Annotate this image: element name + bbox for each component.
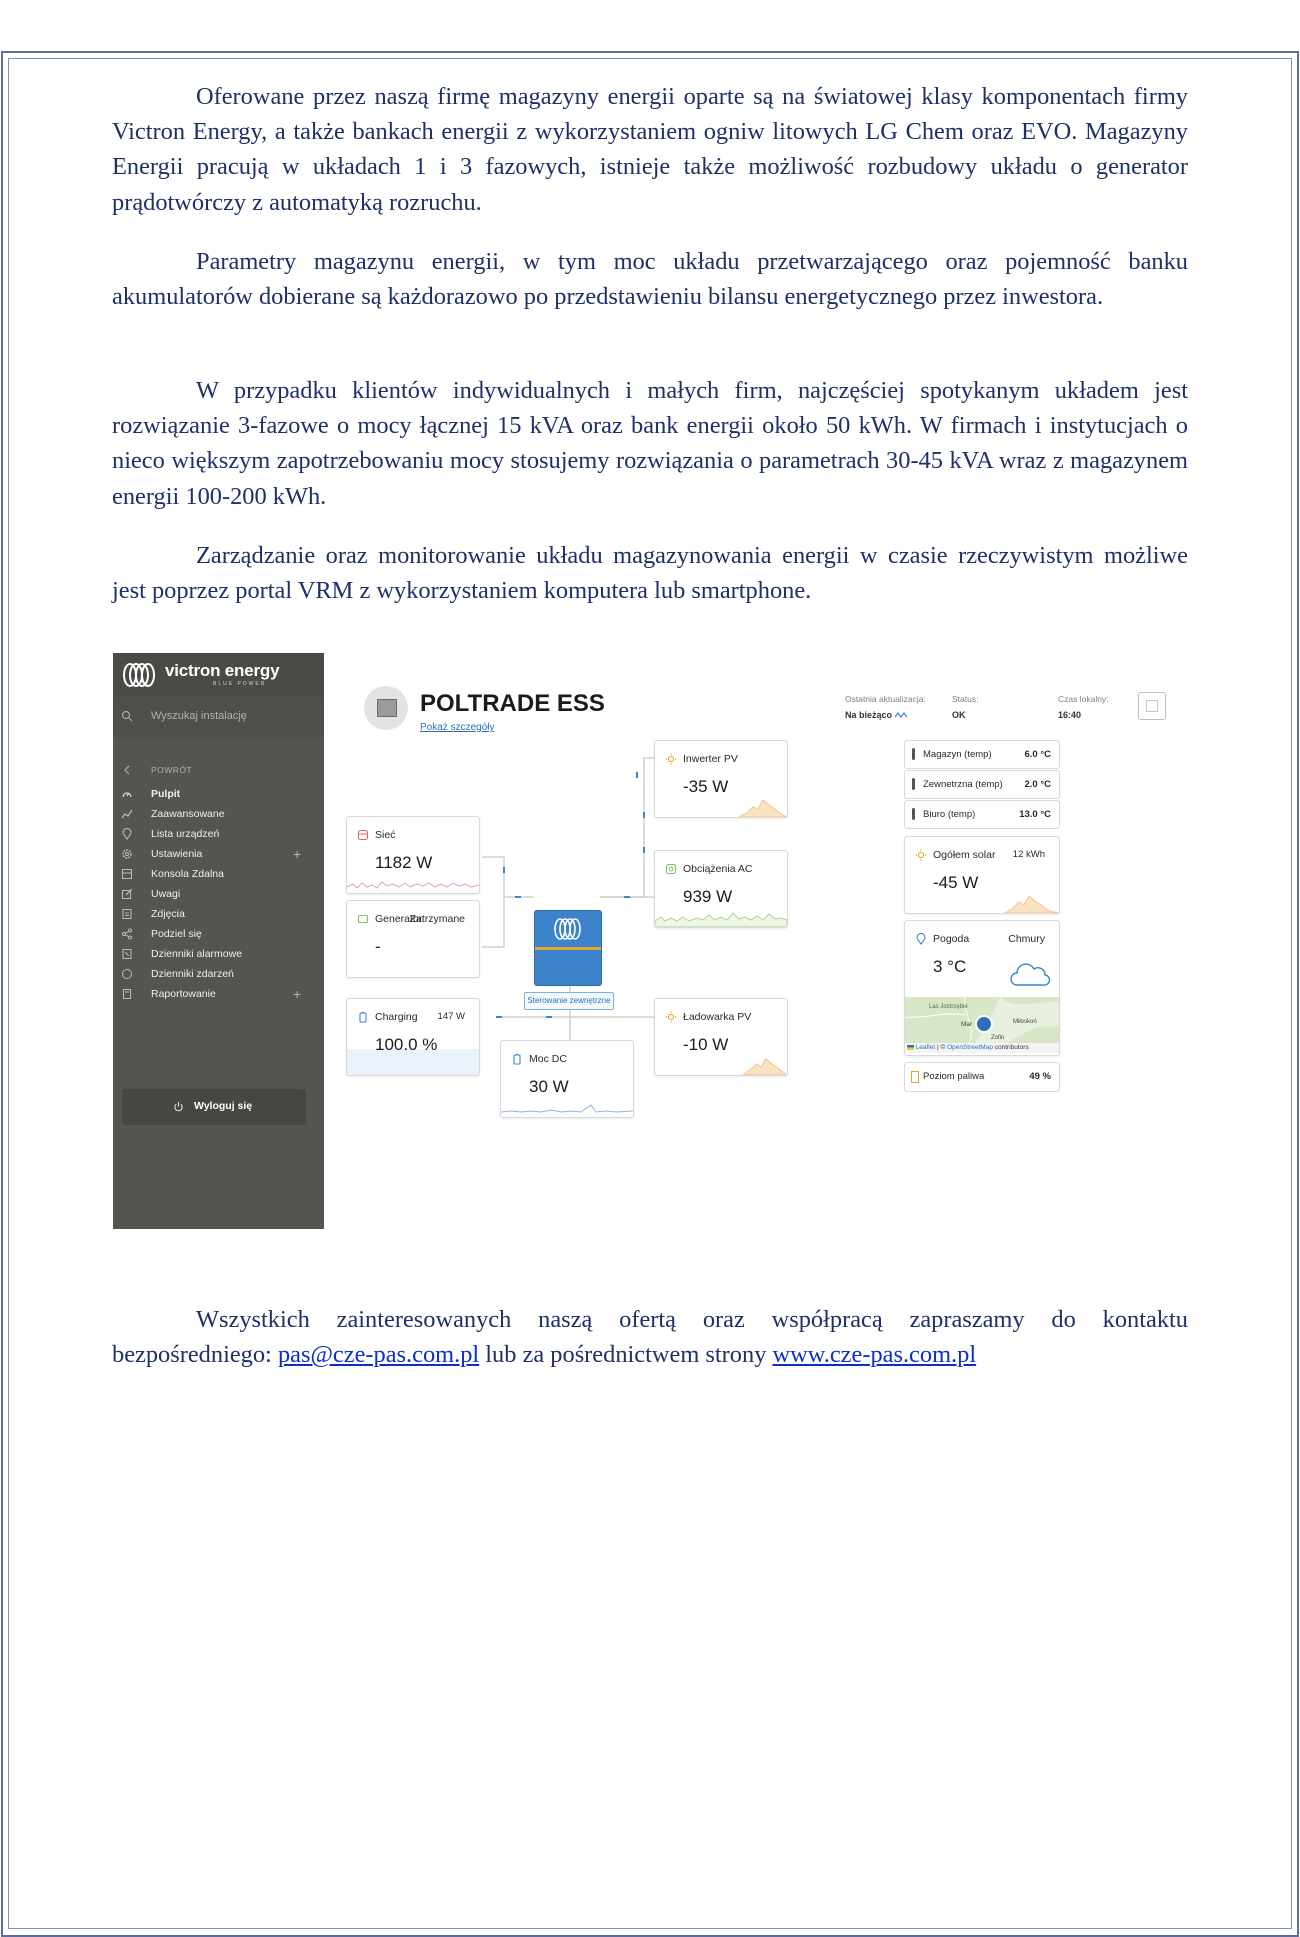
map-label: Zofin — [991, 1035, 1005, 1041]
cloud-icon — [1009, 961, 1051, 989]
sidebar — [113, 653, 324, 1229]
sidebar-item-label: Dzienniki alarmowe — [151, 948, 243, 960]
external-control-button[interactable]: Sterowanie zewnętrzne — [524, 992, 614, 1010]
thermometer-icon — [912, 778, 915, 790]
show-details-link[interactable]: Pokaż szczegóły — [420, 722, 495, 733]
sun-icon — [665, 1011, 677, 1023]
location-map[interactable] — [905, 997, 1059, 1053]
fuel-level — [904, 1062, 1060, 1092]
generator-card[interactable] — [346, 900, 480, 978]
pv-inverter-title: Inwerter PV — [683, 753, 738, 765]
page-title: POLTRADE ESS — [420, 690, 605, 717]
map-attribution: Leaflet | © OpenStreetMap contributors — [905, 1043, 1059, 1053]
sidebar-item-lista-urzadzen[interactable] — [113, 825, 324, 845]
brand-name: victron energy — [165, 661, 280, 680]
battery-title: Charging — [375, 1011, 418, 1023]
temp-label: Biuro (temp) — [923, 809, 976, 820]
pv-charger-title: Ładowarka PV — [683, 1011, 752, 1023]
ac-loads-title: Obciążenia AC — [683, 863, 753, 875]
temp-value: 6.0 °C — [1024, 749, 1051, 760]
pv-inverter-card[interactable] — [654, 740, 788, 818]
sun-icon — [665, 753, 677, 765]
sidebar-item-label: Konsola Zdalna — [151, 868, 224, 880]
solar-total-value: -45 W — [933, 873, 979, 892]
sidebar-item-konsola-zdalna[interactable] — [113, 865, 324, 885]
search-icon — [121, 710, 133, 722]
share-icon — [121, 928, 133, 940]
sidebar-item-dzienniki-zdarzen[interactable] — [113, 965, 324, 985]
logout-button[interactable] — [122, 1089, 306, 1125]
paragraph-configurations: W przypadku klientów indywidualnych i małych firm, najczęściej spotykanym układem jest rozwiązanie 3-fazowe o mocy łącznej 15 kVA oraz bank energii około 50 kWh. W firmach i instytucjach o nieco większym zapotrzebowaniu mocy stosujemy rozwiązania o parametrach 30-45 kVA wraz z magazynem energii 100-200 kWh. — [112, 377, 1188, 510]
generator-title: Generator — [375, 913, 423, 925]
victron-logo-icon — [120, 662, 162, 688]
event-log-icon — [121, 968, 133, 980]
dc-power-title: Moc DC — [529, 1053, 567, 1065]
temp-label: Zewnetrzna (temp) — [923, 779, 1003, 790]
edit-icon — [121, 888, 133, 900]
local-time-label: Czas lokalny: — [1058, 694, 1109, 704]
grid-sparkline — [347, 875, 479, 893]
generator-icon — [357, 913, 369, 925]
sidebar-item-ustawienia[interactable] — [113, 845, 324, 865]
report-icon — [121, 988, 133, 1000]
temp-zewnetrzna — [904, 770, 1060, 799]
sidebar-item-label: Zdjęcia — [151, 908, 185, 920]
alarm-log-icon — [121, 948, 133, 960]
generator-state: Zatrzymane — [409, 913, 465, 925]
paragraph-parameters: Parametry magazynu energii, w tym moc układu przetwarzającego oraz pojemność banku akumulatorów dobierane są każdorazowo po przedstawieniu bilansu energetycznego przez inwestora. — [112, 248, 1188, 311]
dc-power-value: 30 W — [529, 1077, 569, 1096]
weather-condition: Chmury — [1008, 933, 1045, 945]
sidebar-item-label: Raportowanie — [151, 988, 216, 1000]
map-label: Miłoskoń — [1013, 1019, 1037, 1025]
pv-charger-sparkline — [655, 1055, 787, 1075]
sidebar-item-podziel-sie[interactable] — [113, 925, 324, 945]
temp-biuro — [904, 800, 1060, 829]
generator-value: - — [375, 937, 381, 956]
expand-icon[interactable]: + — [293, 986, 302, 1002]
grid-card[interactable] — [346, 816, 480, 894]
weather-value: 3 °C — [933, 957, 967, 976]
pv-inverter-value: -35 W — [683, 777, 729, 796]
chevron-left-icon — [121, 764, 133, 776]
grid-icon — [357, 829, 369, 841]
grid-value: 1182 W — [375, 853, 433, 872]
temp-value: 13.0 °C — [1019, 809, 1051, 820]
temp-label: Magazyn (temp) — [923, 749, 992, 760]
fuel-value: 49 % — [1029, 1071, 1051, 1082]
sidebar-item-label: Podziel się — [151, 928, 202, 940]
fuel-icon — [911, 1071, 919, 1083]
leaflet-link[interactable]: Leaflet — [915, 1044, 936, 1051]
sidebar-item-dzienniki-alarmowe[interactable] — [113, 945, 324, 965]
photo-icon — [121, 908, 133, 920]
ac-loads-sparkline — [655, 907, 787, 927]
thermometer-icon — [912, 748, 915, 760]
temp-value: 2.0 °C — [1024, 779, 1051, 790]
ac-loads-value: 939 W — [683, 887, 733, 906]
solar-total-title: Ogółem solar — [933, 849, 996, 861]
paragraph-monitoring: Zarządzanie oraz monitorowanie układu magazynowania energii w czasie rzeczywistym możliwe jest poprzez portal VRM z wykorzystaniem komputera lub smartphone. — [112, 542, 1188, 605]
flag-icon — [907, 1045, 914, 1050]
battery-value: 100.0 % — [375, 1035, 438, 1054]
pv-charger-card[interactable] — [654, 998, 788, 1076]
sidebar-item-label: Dzienniki zdarzeń — [151, 968, 234, 980]
brand-tagline: BLUE POWER — [213, 681, 267, 687]
last-update-value: Na bieżąco — [845, 710, 926, 720]
sidebar-item-uwagi[interactable] — [113, 885, 324, 905]
dashboard — [324, 652, 1176, 1230]
vrm-portal-screenshot — [112, 652, 1176, 1230]
sidebar-item-label: Pulpit — [151, 788, 181, 800]
pv-inverter-sparkline — [655, 795, 787, 817]
brand-logo — [113, 653, 324, 697]
gear-icon — [121, 848, 133, 860]
battery-card[interactable] — [346, 998, 480, 1076]
map-label: Las Jostrzębie — [929, 1004, 968, 1010]
local-time-value: 16:40 — [1058, 710, 1082, 720]
inverter-stripe — [535, 947, 601, 950]
back-button[interactable] — [113, 761, 324, 781]
temp-magazyn — [904, 740, 1060, 769]
solar-total-sparkline — [905, 891, 1059, 913]
osm-link[interactable]: OpenStreetMap — [947, 1044, 993, 1051]
console-icon — [121, 868, 133, 880]
last-update-label: Ostatnia aktualizacja: — [845, 694, 926, 704]
fuel-label: Poziom paliwa — [923, 1071, 985, 1082]
battery-icon — [357, 1011, 369, 1023]
battery-icon — [511, 1053, 523, 1065]
ac-loads-icon — [665, 863, 677, 875]
sidebar-item-zdjecia[interactable] — [113, 905, 324, 925]
dc-power-card[interactable] — [500, 1040, 634, 1118]
sidebar-item-label: Ustawienia — [151, 848, 203, 860]
location-pin-icon — [915, 933, 927, 945]
status-value: OK — [952, 710, 966, 720]
ac-loads-card[interactable] — [654, 850, 788, 928]
sidebar-item-zaawansowane[interactable] — [113, 805, 324, 825]
battery-power: 147 W — [437, 1011, 465, 1022]
dc-power-sparkline — [501, 1101, 633, 1117]
map-marker[interactable] — [975, 1015, 993, 1033]
pv-charger-value: -10 W — [683, 1035, 729, 1054]
search-installation[interactable] — [113, 697, 324, 737]
search-input[interactable]: Wyszukaj instalację — [151, 710, 247, 722]
website-link[interactable]: www.cze-pas.com.pl — [772, 1341, 977, 1369]
solar-total-energy: 12 kWh — [1012, 849, 1045, 860]
email-link[interactable]: pas@cze-pas.com.pl — [277, 1341, 480, 1369]
sidebar-item-raportowanie[interactable] — [113, 985, 324, 1005]
dashboard-icon — [121, 788, 133, 800]
solar-total-card[interactable] — [904, 836, 1060, 914]
logout-label: Wyloguj się — [194, 1100, 253, 1112]
back-label: POWRÓT — [151, 765, 193, 775]
weather-card[interactable] — [904, 920, 1060, 1056]
weather-title: Pogoda — [933, 933, 970, 945]
sidebar-item-label: Uwagi — [151, 888, 181, 900]
status-label: Status: — [952, 694, 979, 704]
location-pin-icon — [121, 828, 133, 840]
sun-icon — [915, 849, 927, 861]
grid-title: Sieć — [375, 829, 396, 841]
expand-icon[interactable]: + — [293, 846, 302, 862]
chart-icon — [121, 808, 133, 820]
sidebar-item-pulpit[interactable] — [113, 785, 324, 805]
power-icon — [173, 1101, 184, 1112]
thermometer-icon — [912, 808, 915, 820]
inverter-charger[interactable] — [534, 910, 602, 986]
sidebar-item-label: Lista urządzeń — [151, 828, 220, 840]
sidebar-item-label: Zaawansowane — [151, 808, 225, 820]
map-label: Mar — [961, 1021, 973, 1028]
victron-rings-icon — [551, 917, 585, 941]
paragraph-offer: Oferowane przez naszą firmę magazyny energii oparte są na światowej klasy komponentach firmy Victron Energy, a także bankach energii z wykorzystaniem ogniw litowych LG Chem oraz EVO. Magazyny Energii pracują w układach 1 i 3 fazowych, istnieje także możliwość rozbudowy układu o generator prądotwórczy z automatyką rozruchu. — [112, 83, 1188, 216]
paragraph-contact: Wszystkich zainteresowanych naszą ofertą oraz współpracą zapraszamy do kontaktu bezpośredniego: pas@cze-pas.com.pl lub za pośrednictwem strony www.cze-pas.com.pl — [112, 1306, 1188, 1369]
